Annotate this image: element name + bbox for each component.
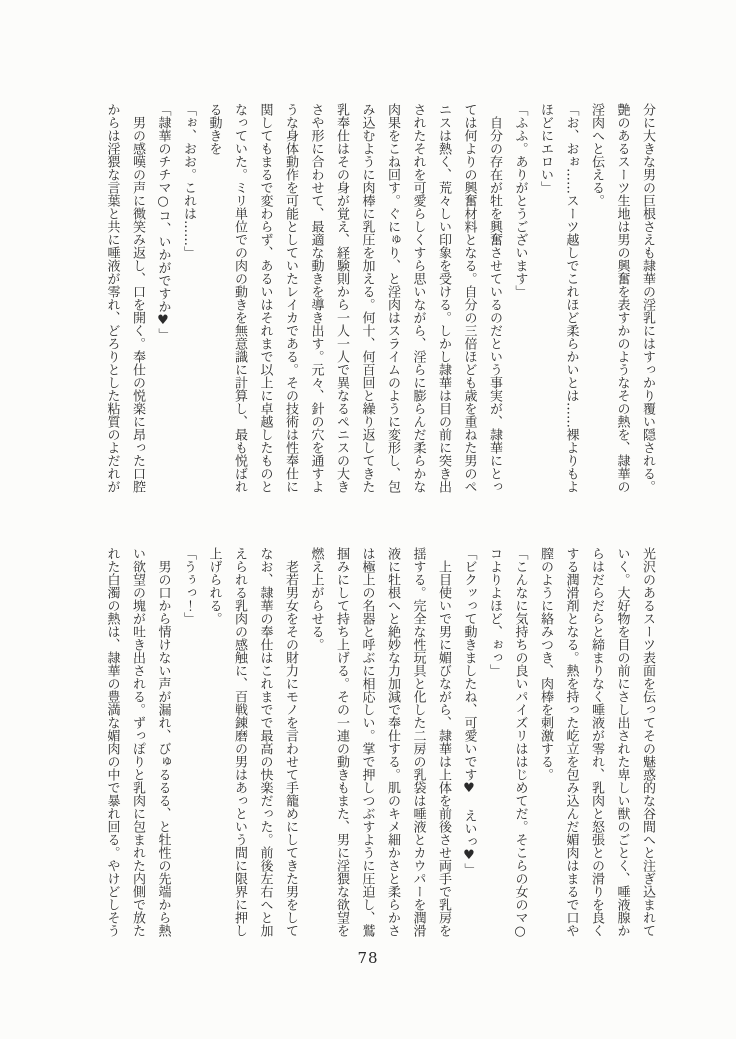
page-number: 78 xyxy=(357,949,379,967)
text-line: い欲望の塊が吐き出される。ずっぽりと乳肉に包まれた内側で放た xyxy=(130,547,145,937)
text-line: み込むように肉棒に乳圧を加える。何十、何百回と繰り返してきた xyxy=(359,103,375,493)
text-line: 「隷華のチチマ○コ、いかがですか♥」 xyxy=(155,103,171,341)
text-line: コよりよほど、ぉっ」 xyxy=(487,547,502,677)
text-line: 揺する。完全な性玩具と化した二房の乳袋は唾液とカウパーを潤滑 xyxy=(410,547,426,937)
text-line: 「うぅっ！」 xyxy=(181,547,196,625)
text-line: えられる乳肉の感触に、百戦錬磨の男はあっという間に限界に押し xyxy=(232,547,247,937)
text-line: は極上の名器と呼ぶに相応しい。掌で押しつぶすように圧迫し、鷲 xyxy=(359,547,375,937)
text-line: 掴みにして持ち上げる。その一連の動きもまた、男に淫猥な欲望を xyxy=(334,547,349,937)
text-line: なお、隷華の奉仕はこれまでで最高の快楽だった。前後左右へと加 xyxy=(257,547,273,937)
text-line: なっていた。ミリ単位での肉の動きを無意識に計算し、最も悦ばれ xyxy=(232,103,247,493)
text-line: 「お、おぉ……スーツ越しでこれほど柔らかいとは……裸よりもよ xyxy=(563,103,579,493)
text-line: 「ぉ、おお。これは……」 xyxy=(181,103,196,259)
text-line: 男の口から情けない声が漏れ、びゅるるる、と牡性の先端から熱 xyxy=(155,560,171,937)
text-line: 関してもまるで変わらず、あるいはそれまで以上に卓越したものと xyxy=(257,103,273,493)
text-line: 淫肉へと伝える。 xyxy=(589,103,604,207)
text-line: する潤滑剤となる。熱を持った屹立を包み込んだ媚肉はまるで口や xyxy=(563,547,579,937)
text-line: 老若男女をその財力にモノを言わせて手籠めにしてきた男をして xyxy=(283,560,298,937)
text-line: さや形に合わせて、最適な動きを導き出す。元々、針の穴を通すよ xyxy=(308,103,324,493)
text-line: 燃え上がらせる。 xyxy=(308,547,324,651)
text-line: 「ビクッって動きましたね、可愛いです♥ えいっ♥」 xyxy=(461,547,477,876)
text-line: ニスは熱く、荒々しい印象を受ける。しかし隷華は目の前に突き出 xyxy=(436,103,451,493)
text-line: 「ふふ。ありがとうございます」 xyxy=(512,103,528,298)
text-line: 液に牡根へと絶妙な力加減で奉仕する。肌のキメ細かさと柔らかさ xyxy=(385,547,400,937)
text-line: ては何よりの興奮材料となる。自分の三倍ほども歳を重ねた男のペ xyxy=(461,103,477,493)
text-line: らはだらだらと締まりなく唾液が零れ、乳肉と怒張との滑りを良く xyxy=(589,547,604,937)
text-line: されたそれを可愛らしくすら思いながら、淫らに膨らんだ柔らかな xyxy=(410,103,426,493)
text-block-bottom xyxy=(99,547,660,941)
text-line: ほどにエロい」 xyxy=(538,103,553,194)
text-line: 「こんなに気持ちの良いパイズリははじめてだ。そこらの女のマ○ xyxy=(512,547,528,939)
text-line: 膣のように絡みつき、肉棒を刺激する。 xyxy=(538,547,553,781)
text-line: うな身体動作を可能としていたレイカである。その技術は性奉仕に xyxy=(283,103,298,493)
text-line: 分に大きな男の巨根さえも隷華の淫乳にはすっかり覆い隠される。 xyxy=(640,103,655,493)
text-line: 光沢のあるスーツ表面を伝ってその魅惑的な谷間へと注ぎ込まれて xyxy=(640,547,655,937)
text-line: れた白濁の熱は、隷華の豊満な媚肉の中で暴れ回る。やけどしそう xyxy=(104,547,120,937)
text-block-top xyxy=(99,103,660,497)
text-line: 自分の存在が牡を興奮させているのだという事実が、隷華にとっ xyxy=(487,116,502,493)
text-line: 艶のあるスーツ生地は男の興奮を表すかのようなその熱を、隷華の xyxy=(614,103,630,493)
text-line: 肉果をこね回す。ぐにゅり、と淫肉はスライムのように変形し、包 xyxy=(385,103,400,493)
text-line: る動きを xyxy=(206,103,222,155)
text-line: 男の感嘆の声に微笑み返し、口を開く。奉仕の悦楽に昂った口腔 xyxy=(130,116,145,493)
text-line: 上げられる。 xyxy=(206,547,222,625)
text-line: からは淫猥な言葉と共に唾液が零れ、どろりとした粘質のよだれが xyxy=(104,103,120,493)
text-line: 上目使いで男に媚びながら、隷華は上体を前後させ両手で乳房を xyxy=(436,560,451,937)
text-line: いく。大好物を目の前にさし出された卑しい獣のごとく、唾液腺か xyxy=(614,547,630,937)
text-line: 乳奉仕はその身が覚え、経験則から一人一人で異なるペニスの大き xyxy=(334,103,349,493)
